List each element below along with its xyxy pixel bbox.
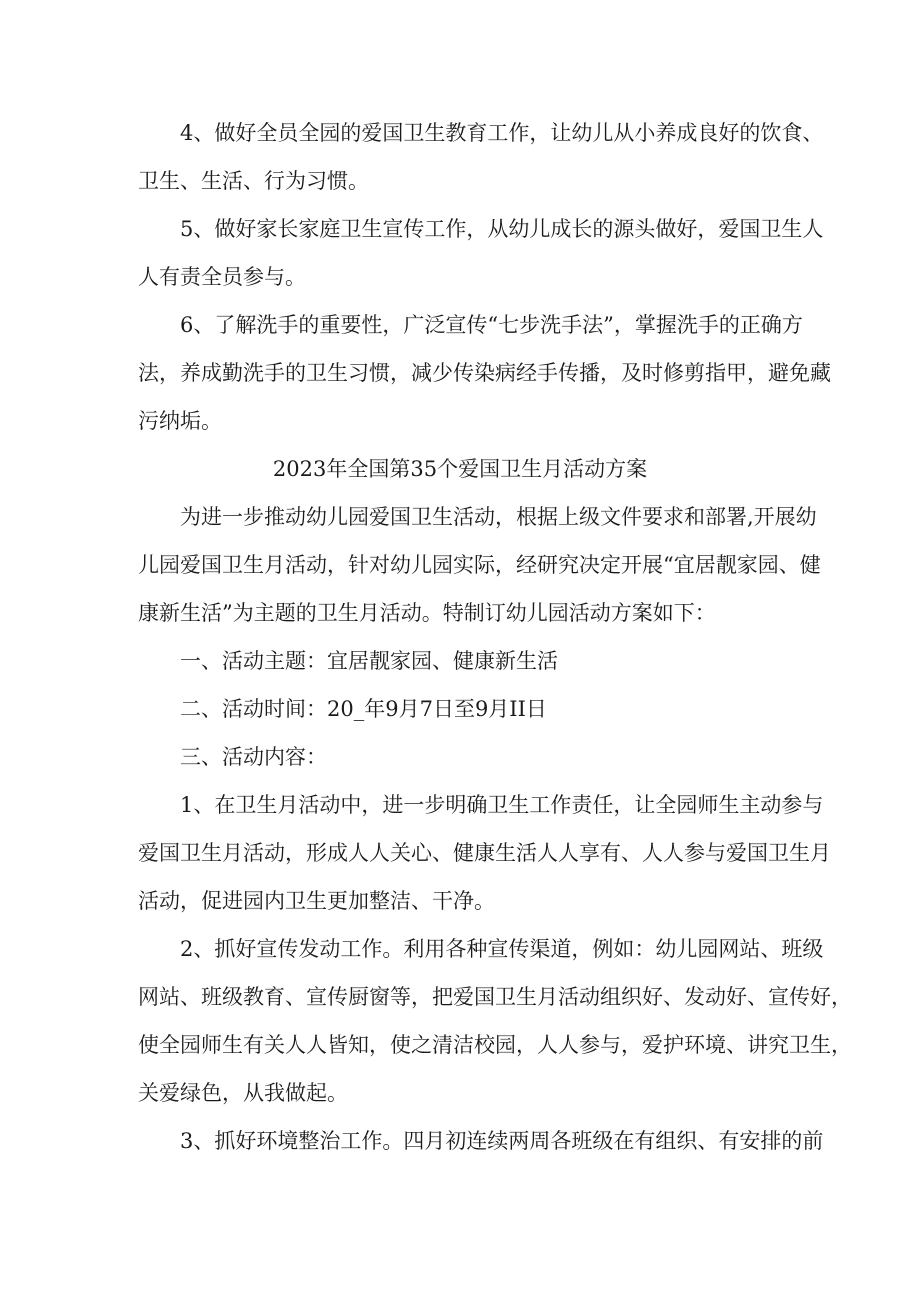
item-6-line-2: 法，养成勤洗手的卫生习惯，减少传染病经手传播，及时修剪指甲，避免藏 xyxy=(138,361,831,385)
content-2-line-3: 使全园师生有关人人皆知，使之清洁校园，人人参与，爱护环境、讲究卫生， xyxy=(138,1033,852,1057)
content-3-line-1: 3、抓好环境整治工作。四月初连续两周各班级在有组织、有安排的前 xyxy=(180,1129,824,1153)
intro-line-3: 康新生活”为主题的卫生月活动。特制订幼儿园活动方案如下： xyxy=(138,601,716,625)
content-2-line-2: 网站、班级教育、宣传厨窗等，把爱国卫生月活动组织好、发动好、宣传好， xyxy=(138,985,852,1009)
item-6-line-1: 6、了解洗手的重要性，广泛宣传“七步洗手法”，掌握洗手的正确方 xyxy=(180,313,803,337)
item-4-line-2: 卫生、生活、行为习惯。 xyxy=(138,169,369,193)
document-title: 2023年全国第35个爱国卫生月活动方案 xyxy=(272,457,648,481)
content-1-line-1: 1、在卫生月活动中，进一步明确卫生工作责任，让全园师生主动参与 xyxy=(180,793,824,817)
content-2-line-4: 关爱绿色，从我做起。 xyxy=(138,1081,348,1105)
item-5-line-1: 5、做好家长家庭卫生宣传工作，从幼儿成长的源头做好，爱国卫生人 xyxy=(180,217,824,241)
intro-line-1: 为进一步推动幼儿园爱国卫生活动，根据上级文件要求和部署,开展幼 xyxy=(180,505,817,529)
content-1-line-2: 爱国卫生月活动，形成人人关心、健康生活人人享有、人人参与爱国卫生月 xyxy=(138,841,831,865)
intro-line-2: 儿园爱国卫生月活动，针对幼儿园实际，经研究决定开展“宜居靓家园、健 xyxy=(138,553,821,577)
section-theme: 一、活动主题：宜居靓家园、健康新生活 xyxy=(180,649,558,673)
section-content-heading: 三、活动内容： xyxy=(180,745,327,769)
item-6-line-3: 污纳垢。 xyxy=(138,409,222,433)
content-1-line-3: 活动，促进园内卫生更加整洁、干净。 xyxy=(138,889,495,913)
item-5-line-2: 人有责全员参与。 xyxy=(138,265,306,289)
content-2-line-1: 2、抓好宣传发动工作。利用各种宣传渠道，例如：幼儿园网站、班级 xyxy=(180,937,824,961)
section-time: 二、活动时间：20_年9月7日至9月II日 xyxy=(180,697,547,721)
item-4-line-1: 4、做好全员全园的爱国卫生教育工作，让幼儿从小养成良好的饮食、 xyxy=(180,121,824,145)
